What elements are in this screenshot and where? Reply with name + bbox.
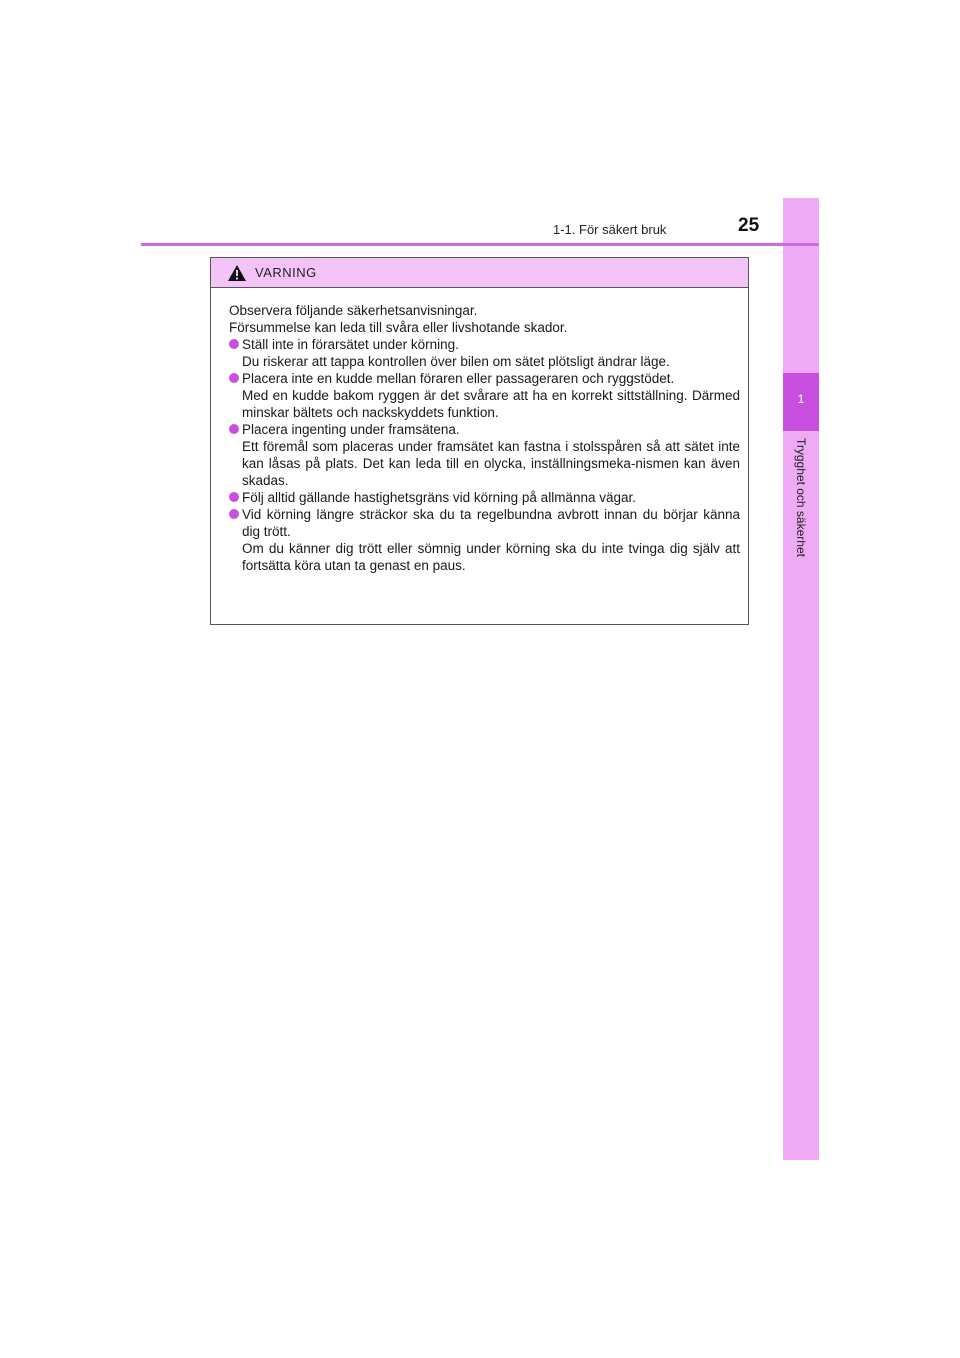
item-line: Med en kudde bakom ryggen är det svårare att ha en korrekt sittställning. Därmed minskar bältets och nackskyddets funktion.: [242, 388, 740, 420]
item-line: Följ alltid gällande hastighetsgräns vid körning på allmänna vägar.: [242, 490, 636, 505]
warning-item: [229, 489, 740, 506]
item-line: Placera ingenting under framsätena.: [242, 422, 460, 437]
bullet-icon: [229, 373, 239, 383]
section-title: 1-1. För säkert bruk: [553, 222, 667, 237]
warning-body: [211, 288, 748, 574]
warning-intro: [229, 302, 740, 336]
intro-line: Försummelse kan leda till svåra eller livshotande skador.: [229, 320, 568, 335]
item-line: Ställ inte in förarsätet under körning.: [242, 337, 459, 352]
warning-box: [210, 257, 749, 625]
item-line: Vid körning längre sträckor ska du ta regelbundna avbrott innan du börjar känna dig trött.: [242, 507, 740, 539]
warning-header: [211, 258, 748, 288]
chapter-title: Trygghet och säkerhet: [794, 438, 808, 557]
chapter-number: 1: [797, 392, 805, 406]
page-number: 25: [738, 215, 760, 236]
item-line: Placera inte en kudde mellan föraren eller passageraren och ryggstödet.: [242, 371, 675, 386]
intro-line: Observera följande säkerhetsanvisningar.: [229, 303, 478, 318]
warning-item: [229, 370, 740, 421]
warning-triangle-icon: [227, 264, 247, 282]
warning-title: VARNING: [255, 265, 317, 280]
warning-item: [229, 336, 740, 370]
item-line: Du riskerar att tappa kontrollen över bilen om sätet plötsligt ändrar läge.: [242, 354, 670, 369]
item-line: Om du känner dig trött eller sömnig under körning ska du inte tvinga dig själv att fortsätta köra utan ta genast en paus.: [242, 541, 740, 573]
chapter-side-tab: [783, 198, 819, 1160]
bullet-icon: [229, 339, 239, 349]
warning-item: [229, 506, 740, 574]
item-line: Ett föremål som placeras under framsätet kan fastna i stolsspåren så att sätet inte kan låsas på plats. Det kan leda till en olycka, inställningsmeka-nismen kan även skadas.: [242, 439, 740, 488]
bullet-icon: [229, 509, 239, 519]
warning-item: [229, 421, 740, 489]
bullet-icon: [229, 424, 239, 434]
header-rule: [141, 243, 819, 246]
bullet-icon: [229, 492, 239, 502]
